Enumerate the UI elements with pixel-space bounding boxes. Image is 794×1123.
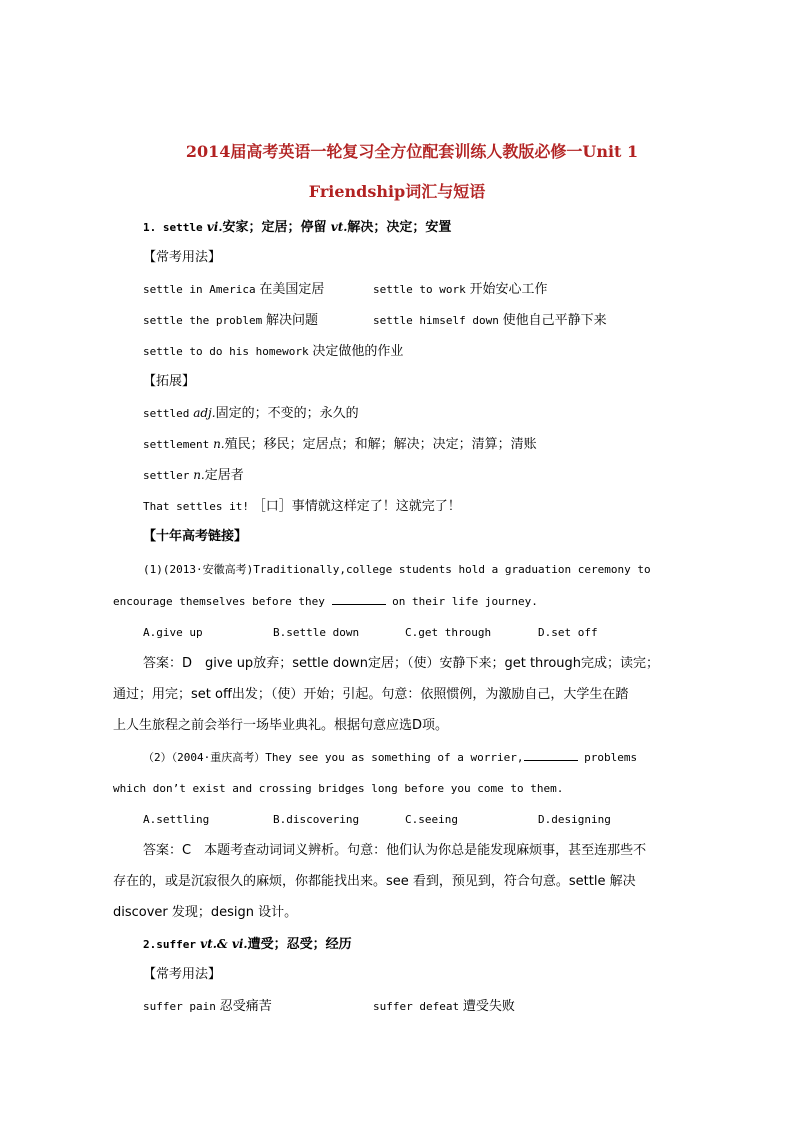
- usage-cn: 开始安心工作: [469, 282, 548, 297]
- usage-cn: 决定做他的作业: [312, 344, 404, 359]
- usage-row: [373, 997, 515, 1016]
- extend-cn: 固定的；不变的；永久的: [215, 406, 359, 421]
- item1-extend-label: 【拓展】: [143, 374, 196, 389]
- usage-cn: 遭受失败: [462, 999, 515, 1014]
- question2-option-a: A.settling: [143, 813, 210, 826]
- extend-row: [143, 435, 537, 454]
- answer-blank: [524, 750, 578, 761]
- question2-answer-line3: discover 发现；design 设计。: [113, 905, 298, 920]
- extend-pos: n.: [213, 437, 225, 451]
- item1-meaning1: 安家；定居；停留: [222, 220, 327, 235]
- question1-line2b: on their life journey.: [392, 595, 538, 608]
- extend-pos: n.: [193, 468, 205, 482]
- usage-row: [143, 280, 324, 299]
- item1-word: 1. settle: [143, 221, 203, 234]
- usage-en: settle himself down: [373, 314, 499, 327]
- document-title-line2: Friendship词汇与短语: [308, 182, 486, 201]
- answer-blank: [332, 594, 386, 605]
- usage-cn: 解决问题: [266, 313, 319, 328]
- usage-row: [373, 280, 548, 299]
- exam-link-label: 【十年高考链接】: [143, 529, 248, 544]
- phrase-en: That settles it!: [143, 500, 249, 513]
- question1-option-b: B.settle down: [273, 626, 360, 639]
- usage-cn: 使他自己平静下来: [502, 313, 607, 328]
- question1-option-d: D.set off: [538, 626, 598, 639]
- usage-en: settle in America: [143, 283, 256, 296]
- usage-en: settle the problem: [143, 314, 263, 327]
- usage-en: settle to do his homework: [143, 345, 309, 358]
- extend-en: settled: [143, 407, 190, 420]
- item2-word: 2.suffer: [143, 938, 196, 951]
- item2-pos: vt.& vi.: [200, 937, 248, 951]
- usage-en: settle to work: [373, 283, 466, 296]
- usage-row: [373, 311, 607, 330]
- item1-meaning2: 解决；决定；安置: [347, 220, 452, 235]
- item2-meaning: 遭受；忍受；经历: [247, 937, 352, 952]
- extend-cn: 殖民；移民；定居点；和解；解决；决定；清算；清账: [224, 437, 537, 452]
- question1-option-c: C.get through: [405, 626, 492, 639]
- item2-heading: [143, 935, 352, 954]
- usage-row: [143, 311, 318, 330]
- extend-en: settlement: [143, 438, 210, 451]
- document-title-line1: 2014届高考英语一轮复习全方位配套训练人教版必修一Unit 1: [185, 142, 639, 161]
- item1-heading: [143, 218, 451, 237]
- question2-line2: which don’t exist and crossing bridges long before you come to them.: [113, 782, 564, 795]
- phrase-row: [143, 497, 461, 516]
- extend-cn: 定居者: [204, 468, 244, 483]
- question2-line1b: problems: [584, 751, 638, 764]
- question1-answer-line2: 通过；用完；set off出发；（使）开始；引起。句意：依照惯例，为激励自己，大学生在踏: [113, 687, 629, 702]
- question1-option-a: A.give up: [143, 626, 203, 639]
- question2-line1a: （2）（2004·重庆高考）They see you as something of a worrier,: [143, 751, 524, 764]
- item1-pos2: vt.: [330, 220, 348, 234]
- usage-cn: 在美国定居: [259, 282, 325, 297]
- question1-line1: (1)(2013·安徽高考)Traditionally,college students hold a graduation ceremony to: [143, 563, 651, 576]
- extend-row: [143, 466, 244, 485]
- usage-row: [143, 997, 272, 1016]
- question2-option-b: B.discovering: [273, 813, 360, 826]
- item1-usage-label: 【常考用法】: [143, 250, 222, 265]
- question1-line2: [113, 593, 538, 611]
- question2-option-d: D.designing: [538, 813, 611, 826]
- phrase-cn: ［口］事情就这样定了！这就完了！: [252, 499, 461, 514]
- item2-usage-label: 【常考用法】: [143, 967, 222, 982]
- question2-line1: [143, 749, 637, 767]
- usage-row: [143, 342, 403, 361]
- extend-row: [143, 404, 359, 423]
- question2-answer-line1: 答案：C 本题考查动词词义辨析。句意：他们认为你总是能发现麻烦事，甚至连那些不: [143, 843, 647, 858]
- usage-en: suffer pain: [143, 1000, 216, 1013]
- extend-pos: adj.: [193, 406, 216, 420]
- question2-answer-line2: 存在的，或是沉寂很久的麻烦，你都能找出来。see 看到，预见到，符合句意。settle 解决: [113, 874, 636, 889]
- item1-pos1: vi.: [206, 220, 223, 234]
- usage-cn: 忍受痛苦: [219, 999, 272, 1014]
- question1-answer-line1: 答案：D give up放弃；settle down定居；（使）安静下来；get through完成；读完；: [143, 656, 660, 671]
- question1-answer-line3: 上人生旅程之前会举行一场毕业典礼。根据句意应选D项。: [113, 718, 449, 733]
- usage-en: suffer defeat: [373, 1000, 460, 1013]
- extend-en: settler: [143, 469, 190, 482]
- question1-line2a: encourage themselves before they: [113, 595, 325, 608]
- question2-option-c: C.seeing: [405, 813, 458, 826]
